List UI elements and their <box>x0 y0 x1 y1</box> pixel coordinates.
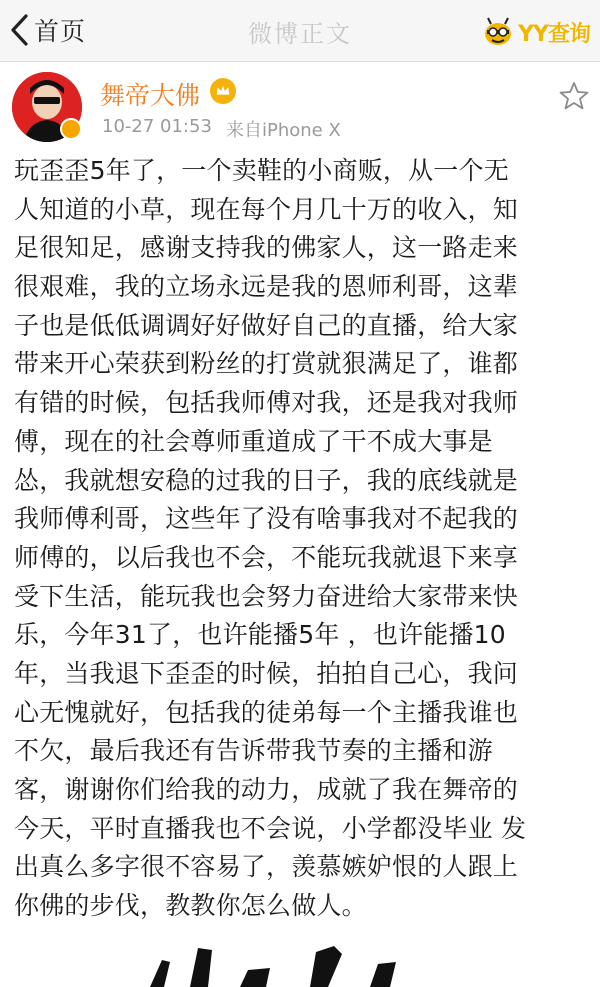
post-header <box>0 62 600 152</box>
post-source: 来自iPhone X <box>226 120 341 141</box>
post-text-line: 带来开心荣获到粉丝的打赏就狠满足了，谁都 <box>14 349 519 379</box>
post-image-partial[interactable] <box>120 940 460 987</box>
navbar <box>0 0 600 62</box>
post-text-line: 客，谢谢你们给我的动力，成就了我在舞帝的 <box>14 775 519 804</box>
post-text-line: 你佛的步伐，教教你怎么做人。 <box>14 891 367 921</box>
post-text-line: 人知道的小草，现在每个月几十万的收入，知 <box>14 194 519 224</box>
post-text-line: 子也是低低调调好好做好自己的直播，给大家 <box>14 310 519 340</box>
post-text-line: 怂，我就想安稳的过我的日子，我的底线就是 <box>14 465 519 495</box>
verified-badge-icon <box>60 118 82 140</box>
post-time: 10-27 01:53 <box>102 116 212 137</box>
post-text-line: 玩歪歪5年了，一个卖鞋的小商贩，从一个无 <box>14 156 509 185</box>
post-text-line: 出真么多字很不容易了，羡慕嫉妒恨的人跟上 <box>14 852 519 882</box>
post-text-line: 年，当我退下歪歪的时候，拍拍自己心，我问 <box>14 658 519 688</box>
bee-logo-icon <box>482 16 514 48</box>
post-text-line: 心无愧就好，包括我的徒弟每一个主播我谁也 <box>14 697 519 727</box>
post-text-line: 乐，今年31了，也许能播5年 ，也许能播10 <box>14 620 506 650</box>
vip-crown-icon <box>210 78 236 104</box>
back-label: 首页 <box>34 17 87 46</box>
post-text-line: 师傅的，以后我也不会，不能玩我就退下来享 <box>14 542 519 572</box>
post-text <box>14 152 592 926</box>
author-name[interactable]: 舞帝大佛 <box>100 81 201 110</box>
post-text-line: 我师傅利哥，这些年了没有啥事我对不起我的 <box>14 504 519 534</box>
watermark-text: YY查询 <box>518 21 590 47</box>
post-text-line: 很艰难，我的立场永远是我的恩师利哥，这辈 <box>14 272 519 302</box>
star-icon <box>558 80 590 112</box>
post-text-line: 傅，现在的社会尊师重道成了干不成大事是 <box>14 426 493 456</box>
post-text-line: 不欠，最后我还有告诉带我节奏的主播和游 <box>14 736 493 766</box>
post-text-line: 今天，平时直播我也不会说，小学都没毕业 发 <box>14 813 527 843</box>
post-text-line: 足很知足，感谢支持我的佛家人，这一路走来 <box>14 233 519 263</box>
post-text-line: 有错的时候，包括我师傅对我，还是我对我师 <box>14 388 519 418</box>
page-title: 微博正文 <box>248 20 352 48</box>
post-text-line: 受下生活，能玩我也会努力奋进给大家带来快 <box>14 581 519 611</box>
favorite-button[interactable] <box>558 80 590 112</box>
watermark-logo <box>482 16 590 48</box>
